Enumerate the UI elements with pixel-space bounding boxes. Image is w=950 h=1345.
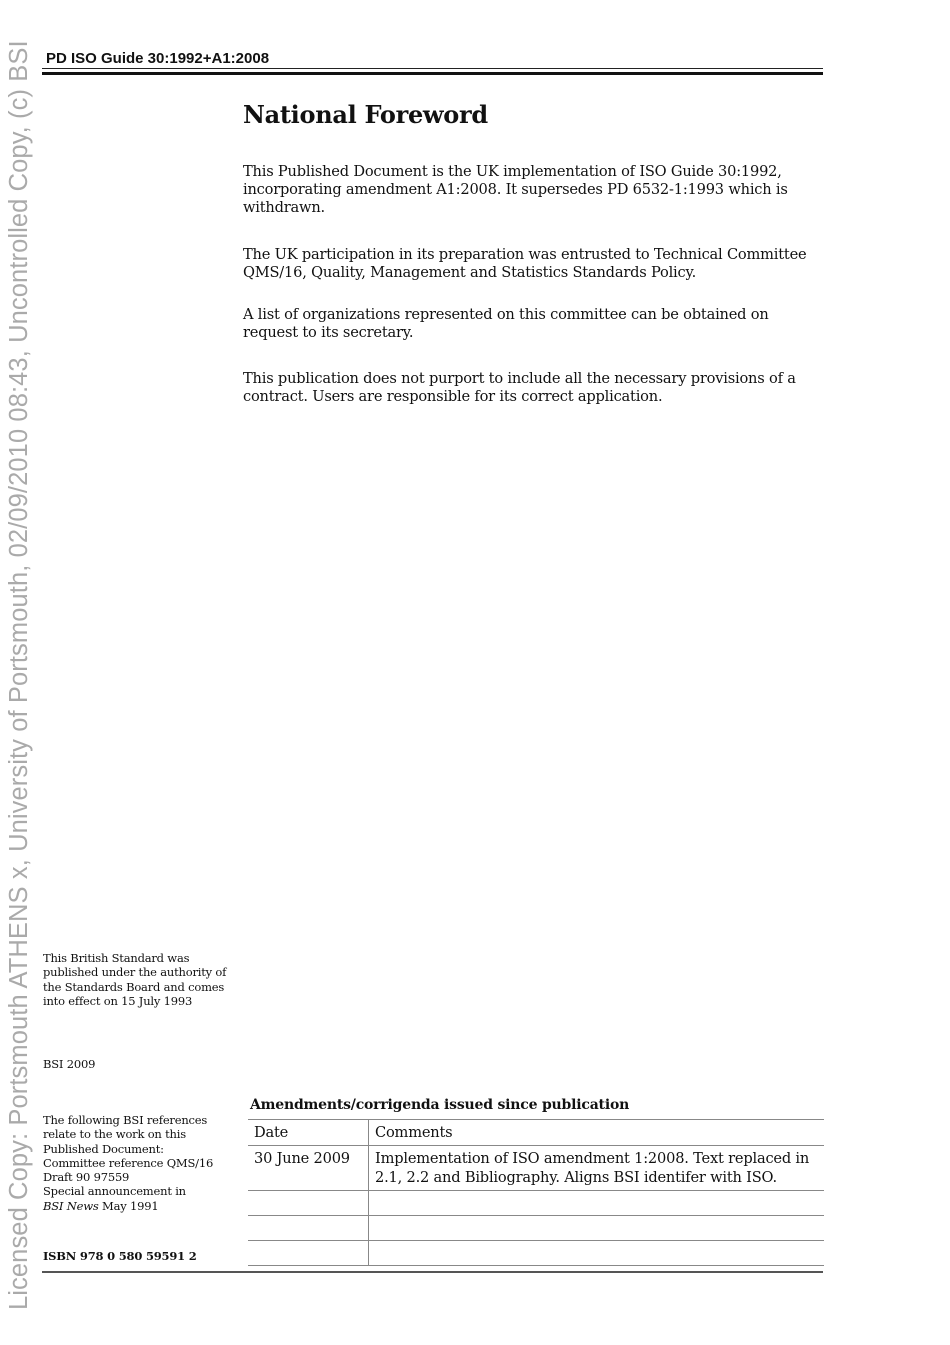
bsi-references <box>43 1113 233 1213</box>
column-header-comments: Comments <box>369 1120 825 1146</box>
page-title: National Foreword <box>243 100 488 129</box>
column-header-date: Date <box>248 1120 369 1146</box>
references-intro: The following BSI references relate to the work on this Published Document: <box>43 1113 208 1156</box>
table-row-empty <box>248 1216 824 1241</box>
foreword-paragraph: A list of organizations represented on this committee can be obtained on request to its secretary. <box>243 306 769 341</box>
table-row <box>248 1146 824 1191</box>
copyright-note: BSI 2009 <box>43 1057 96 1071</box>
news-title: BSI News <box>43 1198 99 1213</box>
table-header-row <box>248 1120 824 1146</box>
amendments-table <box>248 1119 824 1266</box>
foreword-paragraph: This Published Document is the UK implementation of ISO Guide 30:1992, incorporating amendment A1:2008. It supersedes PD 6532-1:1993 which is withdrawn. <box>243 163 788 216</box>
news-date: May 1991 <box>98 1198 159 1213</box>
license-watermark: Licensed Copy: Portsmouth ATHENS x, University of Portsmouth, 02/09/2010 08:43, Uncontrolled Copy, (c) BSI <box>5 40 33 1310</box>
foreword-paragraph: The UK participation in its preparation was entrusted to Technical Committee QMS/16, Quality, Management and Statistics Standards Policy. <box>243 246 807 281</box>
amendment-comment: Implementation of ISO amendment 1:2008. Text replaced in 2.1, 2.2 and Bibliography. Aligns BSI identifer with ISO. <box>369 1146 825 1191</box>
isbn: ISBN 978 0 580 59591 2 <box>43 1249 197 1263</box>
header-rule-thick <box>42 72 823 75</box>
document-id-header: PD ISO Guide 30:1992+A1:2008 <box>46 50 270 67</box>
committee-reference: Committee reference QMS/16 <box>43 1155 214 1170</box>
table-row-empty <box>248 1241 824 1266</box>
draft-reference: Draft 90 97559 <box>43 1170 130 1185</box>
special-announcement: Special announcement in <box>43 1184 186 1199</box>
table-row-empty <box>248 1191 824 1216</box>
header-rule-thin <box>42 68 823 69</box>
amendment-date: 30 June 2009 <box>248 1146 369 1191</box>
publication-note: This British Standard was published under the authority of the Standards Board and comes into effect on 15 July 1993 <box>43 951 227 1008</box>
foreword-paragraph: This publication does not purport to include all the necessary provisions of a contract. Users are responsible for its correct application. <box>243 370 796 405</box>
amendments-title: Amendments/corrigenda issued since publication <box>250 1097 630 1113</box>
footer-rule <box>42 1271 823 1273</box>
